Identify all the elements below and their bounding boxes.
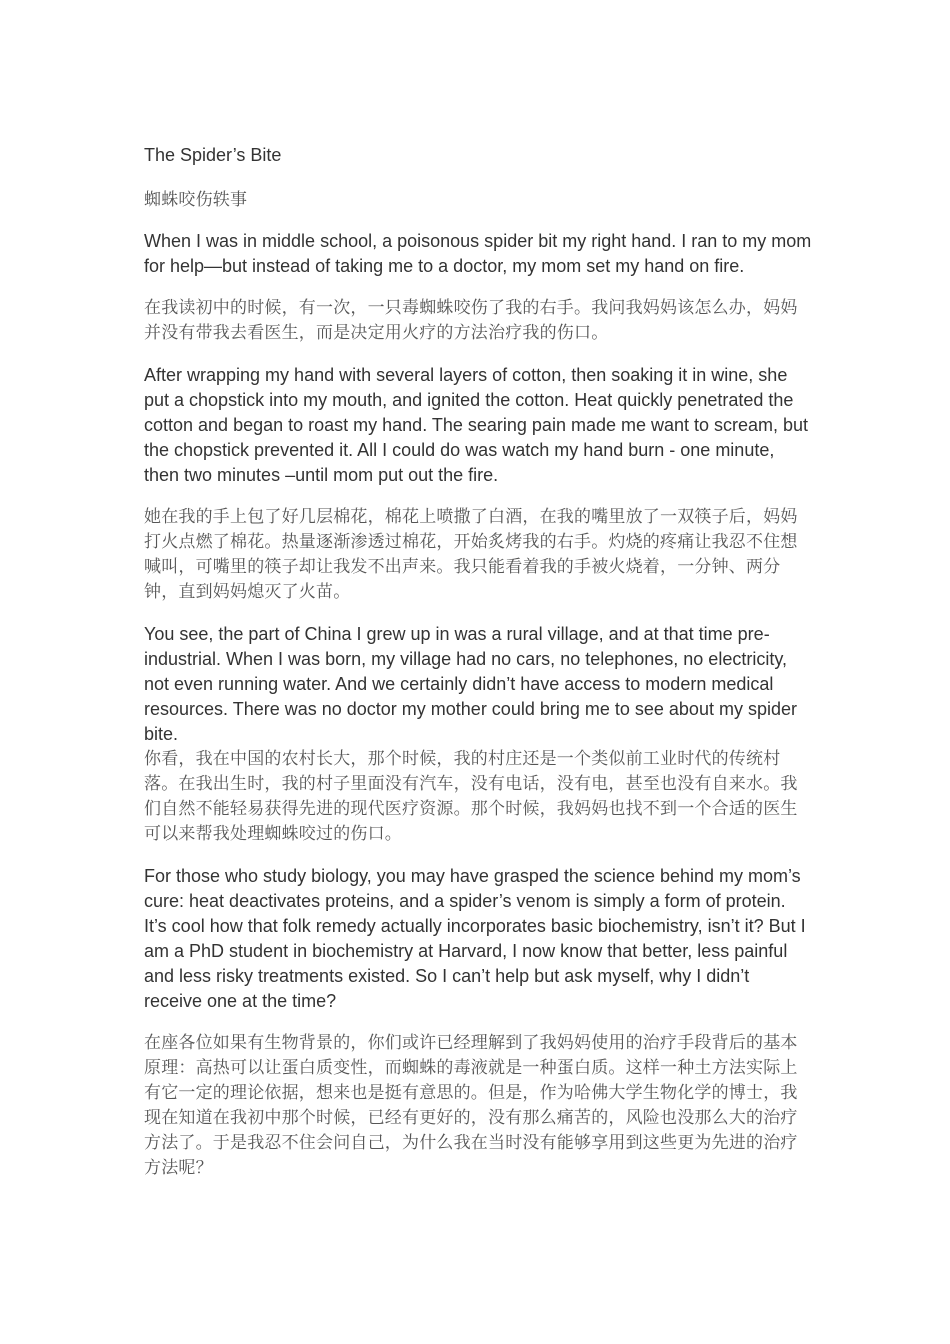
- document-subtitle-zh: 蜘蛛咬伤轶事: [144, 190, 248, 210]
- document-page: [144, 143, 812, 1198]
- paragraph-zh-2: 她在我的手上包了好几层棉花，棉花上喷撒了白酒，在我的嘴里放了一双筷子后，妈妈打火点燃了棉花。热量逐渐渗透过棉花，开始炙烤我的右手。灼烧的疼痛让我忍不住想喊叫，可嘴里的筷子却让我发不出声来。我只能看着我的手被火烧着，一分钟、两分钟，直到妈妈熄灭了火苗。: [144, 507, 798, 602]
- paragraph-zh-3: 你看，我在中国的农村长大，那个时候，我的村庄还是一个类似前工业时代的传统村落。在我出生时，我的村子里面没有汽车，没有电话，没有电，甚至也没有自来水。我们自然不能轻易获得先进的现代医疗资源。那个时候，我妈妈也找不到一个合适的医生可以来帮我处理蜘蛛咬过的伤口。: [144, 749, 798, 844]
- paragraph-zh-4: 在座各位如果有生物背景的，你们或许已经理解到了我妈妈使用的治疗手段背后的基本原理：高热可以让蛋白质变性，而蜘蛛的毒液就是一种蛋白质。这样一种土方法实际上有它一定的理论依据，想来也是挺有意思的。但是，作为哈佛大学生物化学的博士，我现在知道在我初中那个时候，已经有更好的，没有那么痛苦的，风险也没那么大的治疗方法了。于是我忍不住会问自己，为什么我在当时没有能够享用到这些更为先进的治疗方法呢？: [144, 1033, 798, 1178]
- paragraph-en-4: For those who study biology, you may have grasped the science behind my mom’s cure: heat deactivates proteins, and a spider’s venom is simply a form of protein. It’s cool how that folk remedy actually incorporates basic biochemistry, isn’t it? But I am a PhD student in biochemistry at Harvard, I now know that better, less painful and less risky treatments existed. So I can’t help but ask myself, why I didn’t receive one at the time?: [144, 866, 806, 1011]
- paragraph-en-1: When I was in middle school, a poisonous spider bit my right hand. I ran to my mom for help—but instead of taking me to a doctor, my mom set my hand on fire.: [144, 231, 812, 276]
- document-title: The Spider’s Bite: [144, 145, 282, 165]
- paragraph-en-3: You see, the part of China I grew up in was a rural village, and at that time pre-industrial. When I was born, my village had no cars, no telephones, no electricity, not even running water. And we certainly didn’t have access to modern medical resources. There was no doctor my mother could bring me to see about my spider bite.: [144, 624, 797, 744]
- paragraph-en-2: After wrapping my hand with several layers of cotton, then soaking it in wine, she put a chopstick into my mouth, and ignited the cotton. Heat quickly penetrated the cotton and began to roast my hand. The searing pain made me want to scream, but the chopstick prevented it. All I could do was watch my hand burn - one minute, then two minutes –until mom put out the fire.: [144, 365, 809, 485]
- paragraph-zh-1: 在我读初中的时候，有一次，一只毒蜘蛛咬伤了我的右手。我问我妈妈该怎么办，妈妈并没有带我去看医生，而是决定用火疗的方法治疗我的伤口。: [144, 298, 798, 343]
